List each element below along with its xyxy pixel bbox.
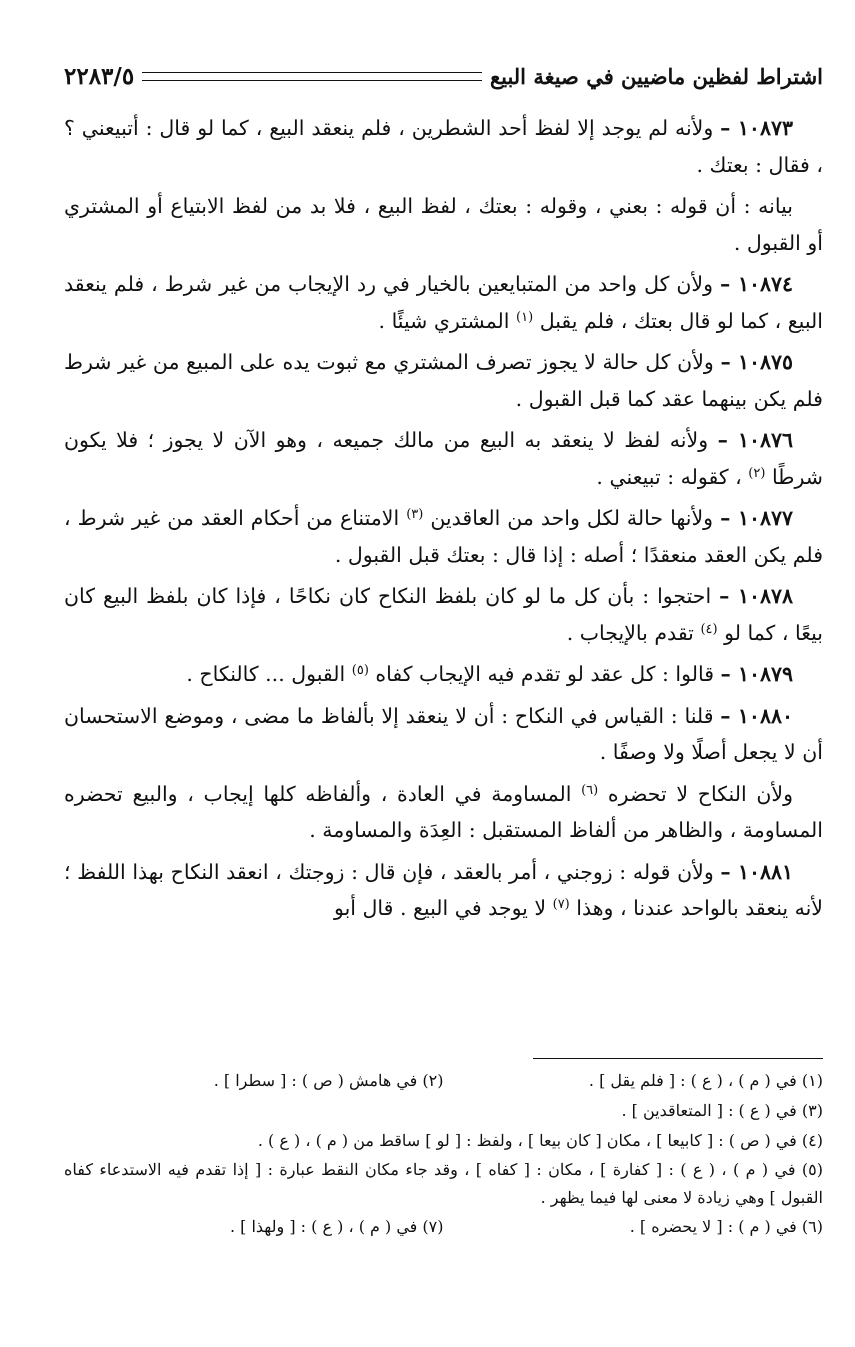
paragraph-text: ولأنه لفظ لا ينعقد به البيع من مالك جميعه ، وهو الآن لا يجوز ؛ فلا يكون شرطًا: [64, 428, 823, 489]
footnote-2: (٢) في هامش ( ص ) : [ سطرا ] .: [213, 1071, 444, 1090]
paragraph: [64, 188, 823, 261]
paragraph-number: ١٠٨٧٧ –: [720, 506, 793, 530]
paragraph: [64, 344, 823, 417]
page-number: ٢٢٨٣/٥: [64, 62, 135, 90]
paragraph-text: ، كقوله : تبيعني .: [596, 464, 742, 489]
paragraph-text: قلنا : القياس في النكاح : أن لا ينعقد إلا بألفاظ ما مضى ، وموضع الاستحسان أن لا يجعل أصلًا ولا وصفًا .: [64, 703, 823, 764]
paragraph: [64, 110, 823, 183]
paragraph-number: ١٠٨٧٦ –: [717, 428, 793, 452]
paragraph-text: ولأن كل حالة لا يجوز تصرف المشتري مع ثبوت يده على المبيع من غير شرط فلم يكن بينهما عقد كما قبل القبول .: [64, 350, 823, 411]
paragraph: [64, 578, 823, 651]
footnote-marker: (٦): [581, 782, 599, 798]
paragraph: [64, 698, 823, 771]
header-rule: [142, 72, 482, 81]
footnote-6: (٦) في ( م ) : [ لا يحضره ] .: [629, 1217, 823, 1236]
paragraph-text: ولأن قوله : زوجني ، أمر بالعقد ، فإن قال : زوجتك ، انعقد النكاح بهذا اللفظ ؛ لأنه ينعقد بالواحد عندنا ، وهذا: [64, 859, 823, 920]
footnote-4: (٤) في ( ص ) : [ كابيعا ] ، مكان [ كان بيعا ] ، ولفظ : [ لو ] ساقط من ( م ) ، ( ع ) .: [257, 1131, 823, 1150]
footnote-row: [64, 1096, 823, 1126]
footnote-row: [64, 1212, 823, 1242]
paragraph-number: ١٠٨٧٨ –: [719, 584, 794, 608]
paragraph-text: قالوا : كل عقد لو تقدم فيه الإيجاب كفاه: [375, 662, 715, 686]
footnote-marker: (٤): [700, 621, 718, 637]
paragraph-text: ولأنها حالة لكل واحد من العاقدين: [430, 506, 714, 530]
running-header: [64, 56, 823, 96]
paragraph-text: المشتري شيئًا .: [378, 308, 510, 333]
footnote-marker: (٧): [552, 897, 570, 912]
paragraph: [64, 854, 823, 927]
paragraph-text: ولأن النكاح لا تحضره: [607, 781, 793, 806]
paragraph-number: ١٠٨٨٠ –: [720, 703, 793, 728]
paragraph-number: ١٠٨٧٥ –: [720, 350, 793, 374]
footnote-1: (١) في ( م ) ، ( ع ) : [ فلم يقل ] .: [588, 1071, 823, 1090]
paragraph-text: القبول ... كالنكاح .: [186, 662, 346, 686]
paragraph-text: لا يوجد في البيع . قال أبو: [334, 896, 547, 920]
paragraph-text: الامتناع من أحكام العقد من غير شرط ، فلم يكن العقد منعقدًا ؛ أصله : إذا قال : بعتك قبل القبول .: [64, 506, 823, 567]
paragraph: [64, 500, 823, 573]
paragraph: [64, 266, 823, 339]
footnotes: [64, 1066, 823, 1242]
paragraph-text: احتجوا : بأن كل ما لو كان بلفظ النكاح كان نكاحًا ، فإذا كان بلفظ البيع كان بيعًا ، كما لو: [64, 584, 823, 645]
footnote-marker: (٣): [406, 507, 424, 522]
paragraph: [64, 776, 823, 849]
footnote-marker: (٥): [351, 663, 369, 678]
paragraph-text: ولأنه لم يوجد إلا لفظ أحد الشطرين ، فلم ينعقد البيع ، كما لو قال : أتبيعني ؟ ، فقال : بعتك .: [64, 116, 823, 177]
paragraph-text: بيانه : أن قوله : بعني ، وقوله : بعتك ، لفظ البيع ، فلا بد من لفظ الابتياع أو المشتري أو القبول .: [64, 194, 823, 255]
footnote-5: (٥) في ( م ) ، ( ع ) : [ كفارة ] ، مكان : [ كفاه ] ، وقد جاء مكان النقط عبارة : [ إذا تقدم فيه الاستدعاء كفاه القبول ] وهي زيادة لا معنى لها فيما يظهر .: [64, 1160, 823, 1207]
footnote-row: [64, 1156, 823, 1212]
paragraph-number: ١٠٨٨١ –: [720, 859, 793, 884]
paragraph-number: ١٠٨٧٣ –: [720, 116, 793, 140]
paragraph: [64, 656, 823, 693]
footnote-separator: [533, 1058, 823, 1059]
paragraph-number: ١٠٨٧٩ –: [720, 662, 793, 686]
paragraph: [64, 422, 823, 495]
footnote-7: (٧) في ( م ) ، ( ع ) : [ ولهذا ] .: [229, 1217, 444, 1236]
footnote-marker: (١): [516, 309, 534, 325]
paragraph-number: ١٠٨٧٤ –: [720, 272, 793, 296]
paragraph-text: المساومة في العادة ، وألفاظه كلها إيجاب ، والبيع تحضره المساومة ، والظاهر من ألفاظ المستقبل : العِدَة والمساومة .: [64, 781, 823, 842]
paragraph-text: ولأن كل واحد من المتبايعين بالخيار في رد الإيجاب من غير شرط ، فلم ينعقد البيع ، كما لو قال بعتك ، فلم يقبل: [64, 272, 823, 333]
footnote-row: [64, 1126, 823, 1156]
footnote-3: (٣) في ( ع ) : [ المتعاقدين ] .: [621, 1101, 823, 1120]
header-title: اشتراط لفظين ماضيين في صيغة البيع: [489, 63, 823, 89]
paragraph-text: تقدم بالإيجاب .: [566, 620, 694, 645]
main-text: [64, 110, 823, 932]
footnote-marker: (٢): [748, 465, 766, 481]
footnote-row: [64, 1066, 823, 1096]
